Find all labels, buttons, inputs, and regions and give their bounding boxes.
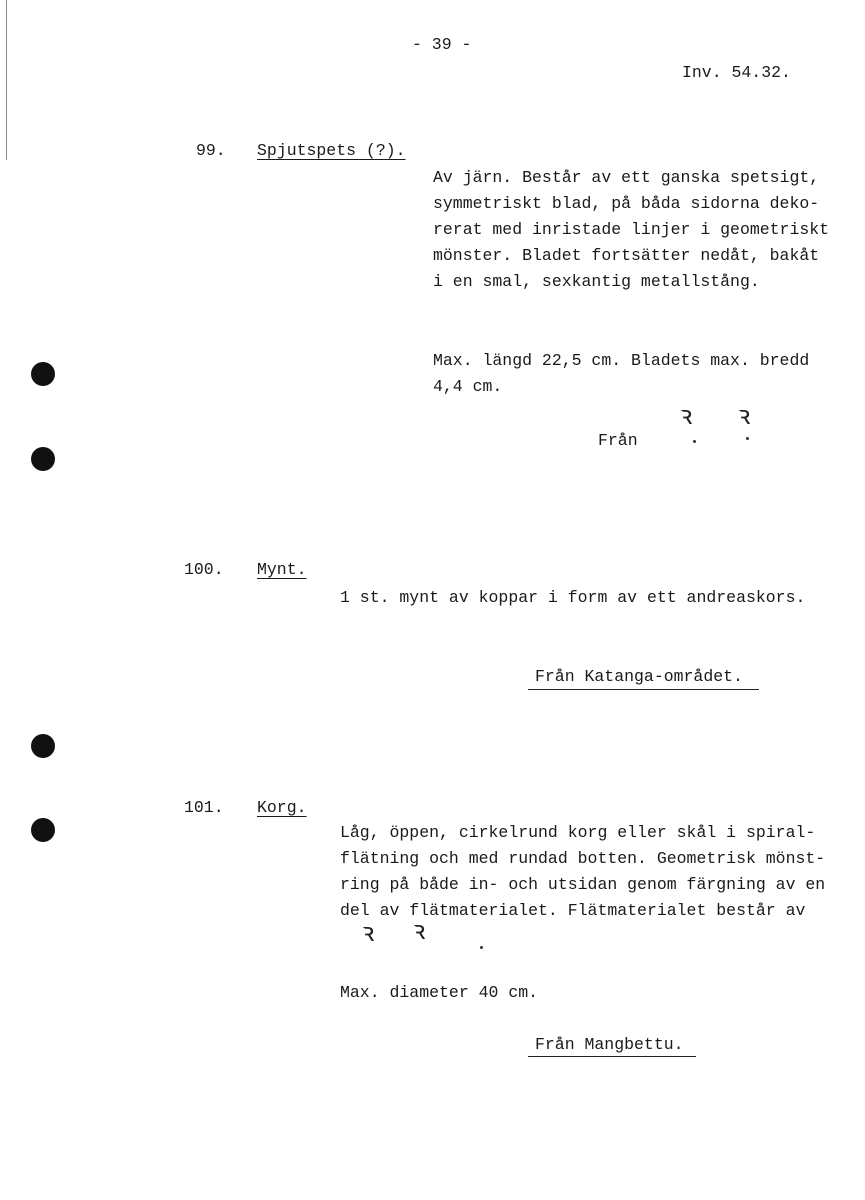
ink-dot [693,440,696,443]
description-line: i en smal, sexkantig metallstång. [433,272,760,291]
ink-dot [746,437,749,440]
punch-hole [31,818,55,842]
origin-underline [528,1056,696,1057]
handwritten-mark: ꝛ [362,918,375,948]
punch-hole [31,447,55,471]
description-line: 1 st. mynt av koppar i form av ett andreaskors. [340,588,806,607]
entry-description [340,820,825,924]
entry-title: Korg. [257,798,307,817]
origin-underline [528,689,759,690]
measurement-line: 4,4 cm. [433,377,503,396]
punch-hole [31,734,55,758]
description-line: symmetriskt blad, på båda sidorna deko- [433,194,820,213]
handwritten-mark: ꝛ [738,401,751,431]
description-line: flätning och med rundad botten. Geometrisk mönst- [340,849,826,868]
punch-hole [31,362,55,386]
handwritten-mark: ꝛ [680,401,693,431]
entry-origin: Från [598,431,638,450]
measurement-line: Max. längd 22,5 cm. Bladets max. bredd [433,351,810,370]
measurement-line: Max. diameter 40 cm. [340,983,539,1002]
entry-title: Spjutspets (?). [257,141,406,160]
entry-number: 99. [196,141,226,160]
description-line: del av flätmaterialet. Flätmaterialet består av [340,901,806,920]
description-line: Av järn. Består av ett ganska spetsigt, [433,168,820,187]
entry-title: Mynt. [257,560,307,579]
entry-number: 100. [184,560,224,579]
page-edge-line [6,0,7,160]
inventory-number: Inv. 54.32. [682,63,791,82]
handwritten-mark: ꝛ [413,916,426,946]
description-line: rerat med inristade linjer i geometriskt [433,220,830,239]
entry-description [340,585,805,611]
ink-dot [480,946,483,949]
description-line: ring på både in- och utsidan genom färgning av en [340,875,826,894]
entry-number: 101. [184,798,224,817]
description-line: Låg, öppen, cirkelrund korg eller skål i spiral- [340,823,816,842]
page-number: - 39 - [412,35,472,54]
entry-origin: Från Mangbettu. [535,1035,684,1054]
description-line: mönster. Bladet fortsätter nedåt, bakåt [433,246,820,265]
entry-measurements [433,348,809,400]
entry-description [433,165,829,295]
entry-origin: Från Katanga-området. [535,667,743,686]
entry-measurements [340,980,538,1006]
